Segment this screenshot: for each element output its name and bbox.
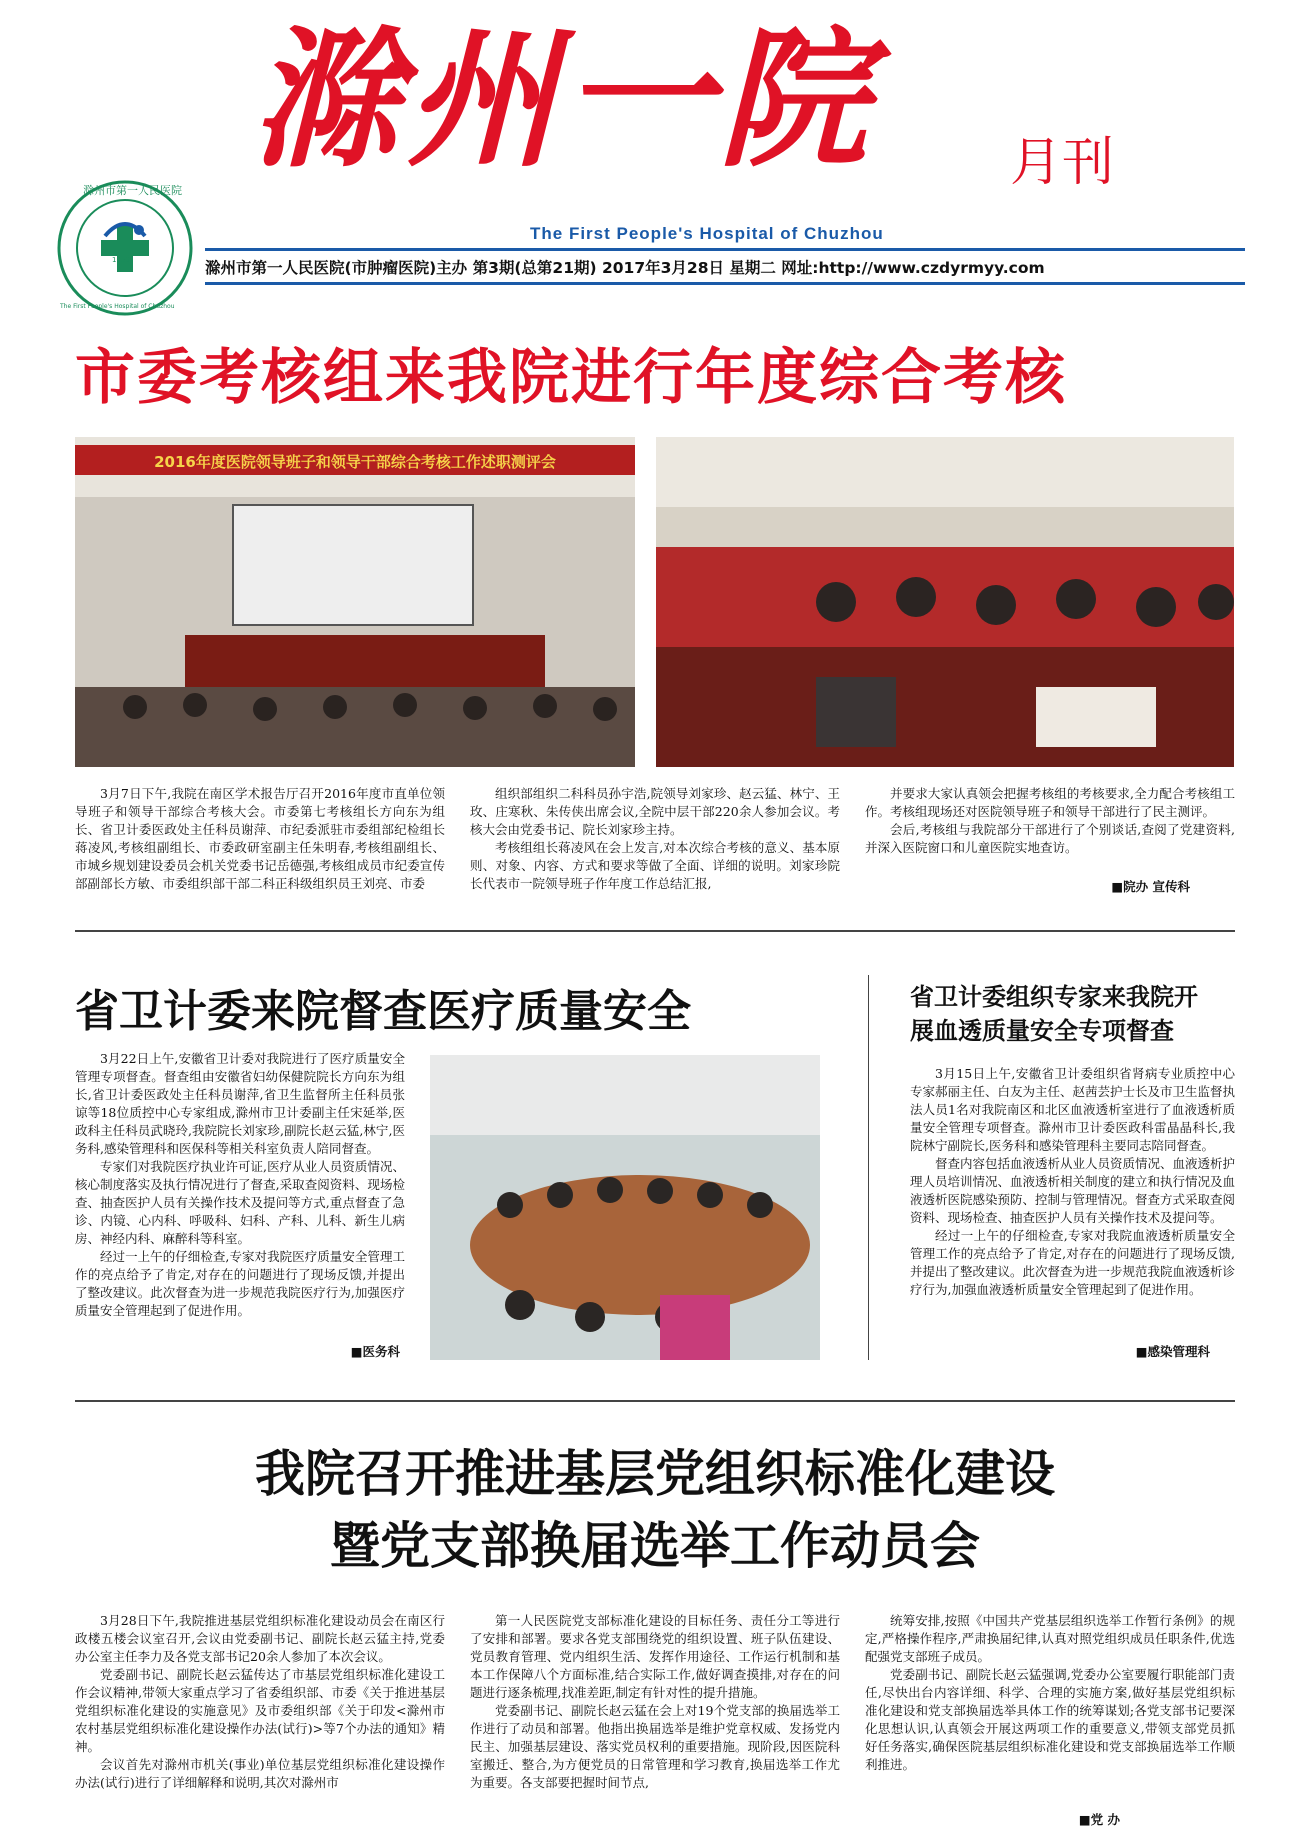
article1-column-2 bbox=[470, 785, 840, 893]
issue-info: 滁州市第一人民医院(市肿瘤医院)主办 第3期(总第21期) 2017年3月28日 星期二 网址:http://www.czdyrmyy.com bbox=[205, 259, 1045, 277]
article4-paragraph: 会议首先对滁州市机关(事业)单位基层党组织标准化建设操作办法(试行)进行了详细解释和说明,其次对滁州市 bbox=[75, 1757, 445, 1790]
article4-paragraph: 第一人民医院党支部标准化建设的目标任务、责任分工等进行了安排和部署。要求各党支部围绕党的组织设置、班子队伍建设、党员教育管理、党内组织生活、发挥作用途径、工作运行机制和基本工作保障八个方面标准,结合实际工作,做好调查摸排,对存在的问题进行逐条梳理,找准差距,制定有针对性的提升措施。 bbox=[470, 1613, 840, 1700]
article4-byline: ■党 办 bbox=[1078, 1812, 1120, 1827]
article3-headline-line: 省卫计委组织专家来我院开 bbox=[910, 983, 1198, 1011]
article4-paragraph: 3月28日下午,我院推进基层党组织标准化建设动员会在南区行政楼五楼会议室召开,会议由党委副书记、副院长赵云猛主持,党委办公室主任李力及各党支部书记20余人参加了本次会议。 bbox=[75, 1613, 445, 1664]
article2-paragraph: 3月22日上午,安徽省卫计委对我院进行了医疗质量安全管理专项督查。督查组由安徽省妇幼保健院院长方向东为组长,省卫计委医政处主任科员谢萍,省卫生监督所主任科员张谅等18位质控中心专家组成,滁州市卫计委副主任宋延举,医政科主任科员武晓玲,我院院长刘家珍,副院长赵云猛,林宁,医务科,感染管理科和医保科等相关科室负责人陪同督查。 bbox=[75, 1051, 405, 1156]
article3-headline-line: 展血透质量安全专项督查 bbox=[910, 1017, 1174, 1045]
masthead-english: The First People's Hospital of Chuzhou bbox=[530, 224, 884, 243]
article3-byline: ■感染管理科 bbox=[1135, 1344, 1210, 1359]
article1-column-1 bbox=[75, 785, 445, 893]
article1-photo-audience bbox=[656, 437, 1234, 767]
article1-paragraph: 考核组组长蒋凌风在会上发言,对本次综合考核的意义、基本原则、对象、内容、方式和要求等做了全面、详细的说明。刘家珍院长代表市一院领导班子作年度工作总结汇报, bbox=[470, 840, 840, 891]
article4-headline bbox=[75, 1438, 1235, 1582]
masthead-rule bbox=[205, 282, 1245, 285]
article4-column-3 bbox=[865, 1612, 1235, 1774]
article2-byline: ■医务科 bbox=[350, 1344, 400, 1359]
article4-paragraph: 党委副书记、副院长赵云猛强调,党委办公室要履行职能部门责任,尽快出台内容详细、科学、合理的实施方案,做好基层党组织标准化建设和党支部换届选举具体工作的统筹谋划;各党支部书记要深化思想认识,认真领会开展这两项工作的重要意义,带领支部党员抓好任务落实,确保医院基层组织标准化建设和党支部换届选举工作顺利推进。 bbox=[865, 1667, 1235, 1772]
article1-paragraph: 并要求大家认真领会把握考核组的考核要求,全力配合考核组工作。考核组现场还对医院领导班子和领导干部进行了民主测评。 bbox=[865, 786, 1235, 819]
article3-paragraph: 督查内容包括血液透析从业人员资质情况、血液透析护理人员培训情况、血液透析相关制度的建立和执行情况及血液透析医院感染预防、控制与管理情况。督查方式采取查阅资料、现场检查、抽查医护人员有关操作技术及提问等。 bbox=[910, 1156, 1236, 1225]
article2-paragraph: 专家们对我院医疗执业许可证,医疗从业人员资质情况、核心制度落实及执行情况进行了督查,采取查阅资料、现场检查、抽查医护人员有关操作技术及提问等方式,重点督查了急诊、内镜、心内科、呼吸科、妇科、产科、儿科、新生儿病房、神经内科、麻醉科等科室。 bbox=[75, 1159, 405, 1246]
article3-headline bbox=[910, 980, 1198, 1048]
article3-paragraph: 经过一上午的仔细检查,专家对我院血液透析质量安全管理工作的亮点给予了肯定,对存在的问题进行了现场反馈,并提出了整改建议。此次督查为进一步规范我院血液透析诊疗行为,加强血液透析质量安全管理起到了促进作用。 bbox=[910, 1228, 1236, 1297]
logo-text: 滁州市第一人民医院 bbox=[83, 184, 182, 197]
photo-banner-text: 2016年度医院领导班子和领导干部综合考核工作述职测评会 bbox=[154, 453, 556, 471]
article2-photo-meeting bbox=[430, 1055, 820, 1360]
masthead-title: 滁州一院 bbox=[250, 12, 875, 188]
article4-headline-line: 暨党支部换届选举工作动员会 bbox=[330, 1516, 980, 1575]
article1-column-3 bbox=[865, 785, 1235, 857]
article1-paragraph: 会后,考核组与我院部分干部进行了个别谈话,查阅了党建资料,并深入医院窗口和儿童医院实地查访。 bbox=[865, 822, 1235, 855]
article2-body bbox=[75, 1050, 405, 1320]
article3-body bbox=[910, 1065, 1235, 1299]
section-divider bbox=[75, 930, 1235, 932]
hospital-logo bbox=[55, 178, 195, 318]
article3-paragraph: 3月15日上午,安徽省卫计委组织省肾病专业质控中心专家郝丽主任、白友为主任、赵茜芸护士长及市卫生监督执法人员1名对我院南区和北区血液透析室进行了血液透析质量安全管理专项督查。滁州市卫计委医政科雷晶晶科长,我院林宁副院长,医务科和感染管理科主要同志陪同督查。 bbox=[910, 1066, 1236, 1153]
column-divider bbox=[868, 975, 869, 1360]
section-divider bbox=[75, 1400, 1235, 1402]
article4-column-2 bbox=[470, 1612, 840, 1792]
logo-year: 1953 bbox=[112, 256, 130, 264]
article1-photo-meeting-hall bbox=[75, 437, 635, 767]
masthead-monthly: 月刊 bbox=[1010, 133, 1115, 193]
article1-paragraph: 3月7日下午,我院在南区学术报告厅召开2016年度市直单位领导班子和领导干部综合考核大会。市委第七考核组长方向东为组长、省卫计委医政处主任科员谢萍、市纪委派驻市委组部纪检组长蒋凌风,考核组副组长、市委政研室副主任朱明春,考核组副组长、市城乡规划建设委员会机关党委书记岳德强,考核组成员市纪委宣传部副部长方敏、市委组织部干部二科正科级组织员王刘亮、市委 bbox=[75, 786, 445, 891]
article1-paragraph: 组织部组织二科科员孙宇浩,院领导刘家珍、赵云猛、林宁、王玫、庄寒秋、朱传侠出席会议,全院中层干部220余人参加会议。考核大会由党委书记、院长刘家珍主持。 bbox=[470, 786, 840, 837]
article4-headline-line: 我院召开推进基层党组织标准化建设 bbox=[255, 1444, 1055, 1503]
article2-headline: 省卫计委来院督查医疗质量安全 bbox=[75, 986, 691, 1037]
masthead-rule bbox=[205, 248, 1245, 251]
article4-column-1 bbox=[75, 1612, 445, 1792]
logo-english: The First People's Hospital of Chuzhou bbox=[60, 303, 175, 310]
article4-paragraph: 党委副书记、副院长赵云猛传达了市基层党组织标准化建设工作会议精神,带领大家重点学习了省委组织部、市委《关于推进基层党组织标准化建设的实施意见》及市委组织部《关于印发<滁州市农村基层党组织标准化建设操作办法(试行)>等7个办法的通知》精神。 bbox=[75, 1667, 445, 1754]
article2-paragraph: 经过一上午的仔细检查,专家对我院医疗质量安全管理工作的亮点给予了肯定,对存在的问题进行了现场反馈,并提出了整改建议。此次督查为进一步规范我院医疗行为,加强医疗质量安全管理起到了促进作用。 bbox=[75, 1249, 405, 1318]
article1-headline: 市委考核组来我院进行年度综合考核 bbox=[75, 343, 1067, 413]
article4-paragraph: 党委副书记、副院长赵云猛在会上对19个党支部的换届选举工作进行了动员和部署。他指出换届选举是维护党章权威、发扬党内民主、加强基层建设、落实党员权利的重要措施。现阶段,因医院科室搬迁、整合,为方便党员的日常管理和学习教育,换届选举工作尤为重要。各支部要把握时间节点, bbox=[470, 1703, 840, 1790]
article4-paragraph: 统筹安排,按照《中国共产党基层组织选举工作暂行条例》的规定,严格操作程序,严肃换届纪律,认真对照党组织成员任职条件,优选配强党支部班子成员。 bbox=[865, 1613, 1235, 1664]
article1-byline: ■院办 宣传科 bbox=[1111, 879, 1190, 894]
